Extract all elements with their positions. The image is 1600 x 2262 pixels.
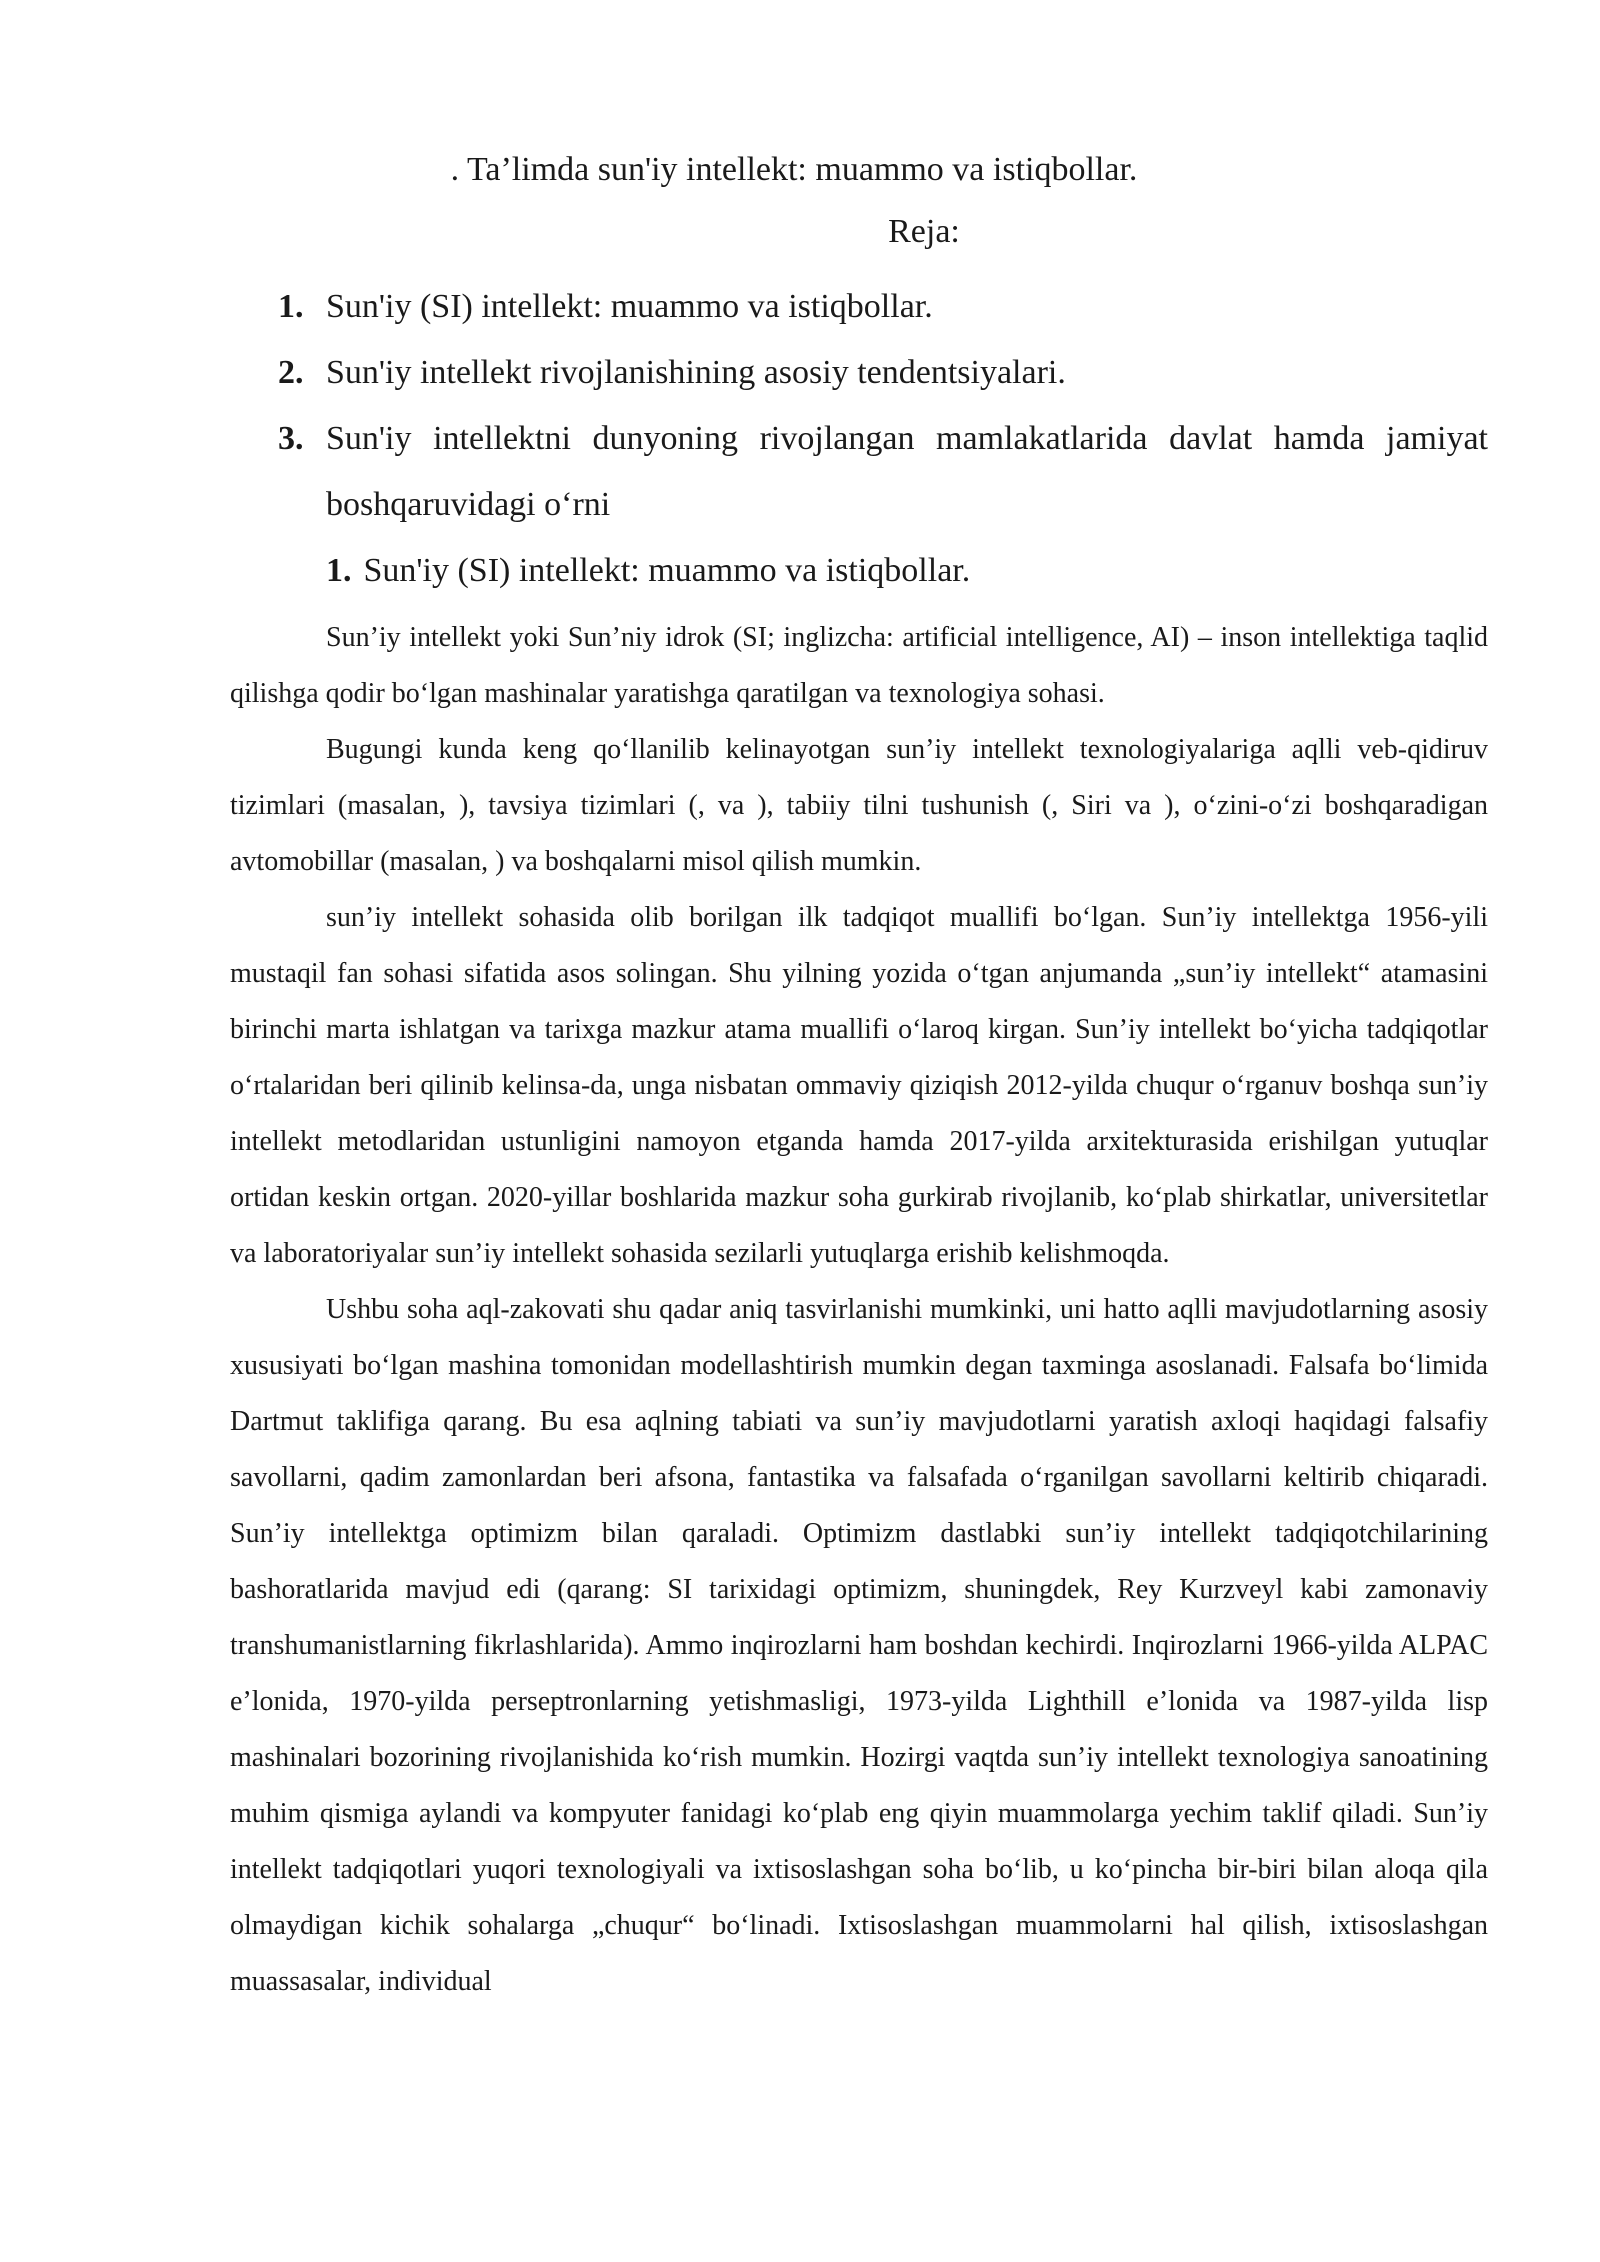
plan-item (278, 406, 1488, 538)
plan-item-text: Sun'iy intellektni dunyoning rivojlangan mamlakatlarida davlat hamda jamiyat boshqaruvidagi o‘rni (326, 420, 1488, 523)
plan-item-number: 2. (278, 354, 304, 391)
paragraph: Ushbu soha aql-zakovati shu qadar aniq tasvirlanishi mumkinki, uni hatto aqlli mavjudotlarning asosiy xususiyati bo‘lgan mashina tomonidan modellashtirish mumkin degan taxminga asoslanadi. Falsafa bo‘limida Dartmut taklifiga qarang. Bu esa aqlning tabiati va sun’iy mavjudotlarni yaratish axloqi haqidagi falsafiy savollarni, qadim zamonlardan beri afsona, fantastika va falsafada o‘rganilgan savollarni keltirib chiqaradi. Sun’iy intellektga optimizm bilan qaraladi. Optimizm dastlabki sun’iy intellekt tadqiqotchilarining bashoratlarida mavjud edi (qarang: SI tarixidagi optimizm, shuningdek, Rey Kurzveyl kabi zamonaviy transhumanistlarning fikrlashlarida). Ammo inqirozlarni ham boshdan kechirdi. Inqirozlarni 1966-yilda ALPAC e’lonida, 1970-yilda perseptronlarning yetishmasligi, 1973-yilda Lighthill e’lonida va 1987-yilda lisp mashinalari bozorining rivojlanishida ko‘rish mumkin. Hozirgi vaqtda sun’iy intellekt texnologiya sanoatining muhim qismiga aylandi va kompyuter fanidagi ko‘plab eng qiyin muammolarga yechim taklif qiladi. Sun’iy intellekt tadqiqotlari yuqori texnologiyali va ixtisoslashgan soha bo‘lib, u ko‘pincha bir-biri bilan aloqa qila olmaydigan kichik sohalarga „chuqur“ bo‘linadi. Ixtisoslashgan muammolarni hal qilish, ixtisoslashgan muassasalar, individual (230, 1294, 1488, 1997)
plan-item-text: Sun'iy intellekt rivojlanishining asosiy tendentsiyalari. (326, 354, 1066, 391)
section-heading (230, 538, 1488, 604)
document-page (230, 150, 1488, 2010)
paragraph: sun’iy intellekt sohasida olib borilgan ilk tadqiqot muallifi bo‘lgan. Sun’iy intellektga 1956-yili mustaqil fan sohasi sifatida asos solingan. Shu yilning yozida o‘tgan anjumanda „sun’iy intellekt“ atamasini birinchi marta ishlatgan va tarixga mazkur atama muallifi o‘laroq kirgan. Sun’iy intellekt bo‘yicha tadqiqotlar o‘rtalaridan beri qilinib kelinsa-da, unga nisbatan ommaviy qiziqish 2012-yilda chuqur o‘rganuv boshqa sun’iy intellekt metodlaridan ustunligini namoyon etganda hamda 2017-yilda arxitekturasida erishilgan yutuqlar ortidan keskin ortgan. 2020-yillar boshlarida mazkur soha gurkirab rivojlanib, ko‘plab shirkatlar, universitetlar va laboratoriyalar sun’iy intellekt sohasida sezilarli yutuqlarga erishib kelishmoqda. (230, 902, 1488, 1269)
section-title: Sun'iy (SI) intellekt: muammo va istiqbollar. (363, 552, 971, 589)
document-title: . Ta’limda sun'iy intellekt: muammo va istiqbollar. (450, 151, 1138, 188)
plan-item-number: 3. (278, 420, 304, 457)
plan-heading: Reja: (888, 213, 960, 250)
section-number: 1. (326, 552, 352, 589)
plan-item-number: 1. (278, 288, 304, 325)
paragraph: Bugungi kunda keng qo‘llanilib kelinayotgan sun’iy intellekt texnologiyalariga aqlli veb-qidiruv tizimlari (masalan, ), tavsiya tizimlari (, va ), tabiiy tilni tushunish (, Siri va ), o‘zini-o‘zi boshqaradigan avtomobillar (masalan, ) va boshqalarni misol qilish mumkin. (230, 734, 1488, 877)
plan-item-text: Sun'iy (SI) intellekt: muammo va istiqbollar. (326, 288, 933, 325)
plan-item (278, 274, 1488, 340)
paragraph: Sun’iy intellekt yoki Sun’niy idrok (SI; inglizcha: artificial intelligence, AI) – inson intellektiga taqlid qilishga qodir bo‘lgan mashinalar yaratishga qaratilgan va texnologiya sohasi. (230, 622, 1488, 709)
plan-item (278, 340, 1488, 406)
plan-list (230, 274, 1488, 538)
